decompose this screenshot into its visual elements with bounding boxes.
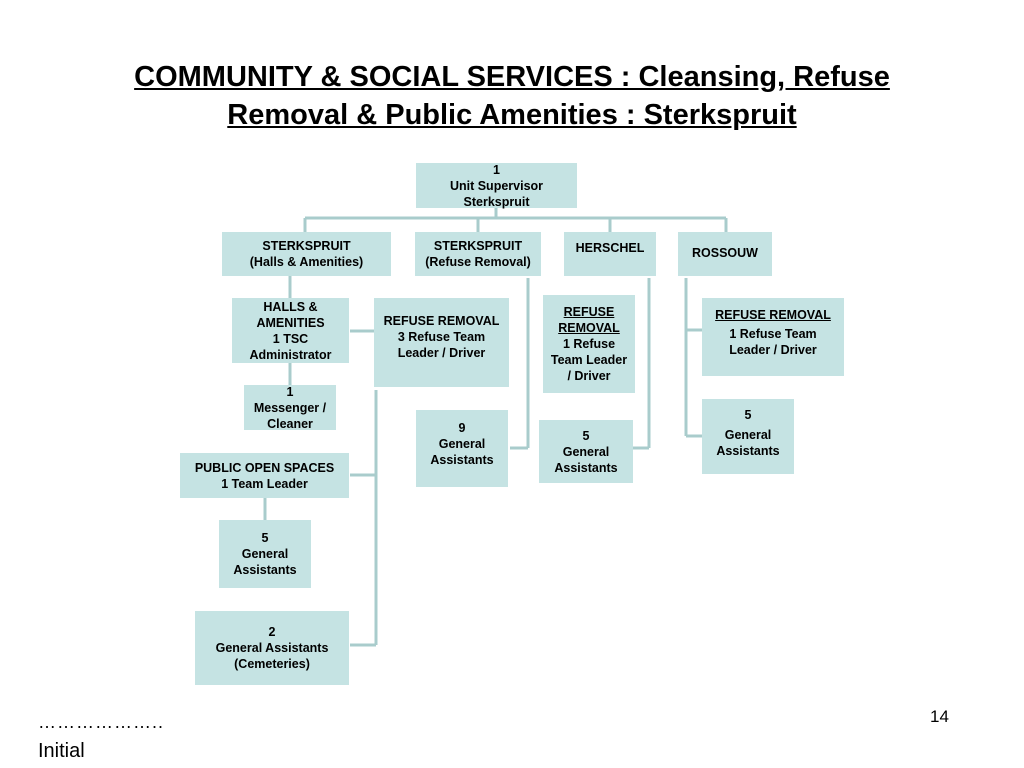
box-line: General xyxy=(562,444,610,459)
box-line: General xyxy=(241,547,289,561)
box-refuse-general-assistants xyxy=(416,410,508,487)
box-public-open-spaces xyxy=(180,453,349,498)
box-line: / Driver xyxy=(567,369,611,383)
box-line: Messenger / xyxy=(253,400,327,415)
box-line: Team Leader xyxy=(550,353,628,367)
box-line: STERKSPRUIT xyxy=(262,239,351,253)
box-line: 1 TSC xyxy=(272,331,309,346)
box-messenger xyxy=(244,385,336,430)
box-line: 5 xyxy=(744,407,752,422)
box-line: REFUSE REMOVAL xyxy=(715,307,831,322)
box-herschel-refuse xyxy=(543,295,635,393)
title-line-1: COMMUNITY & SOCIAL SERVICES : Cleansing, Refuse xyxy=(134,61,890,93)
box-line: (Halls & Amenities) xyxy=(249,255,364,269)
box-line: 1 xyxy=(493,162,500,177)
box-line: ROSSOUW xyxy=(692,246,758,260)
box-line: General xyxy=(438,436,486,451)
box-line: General Assistants xyxy=(215,641,329,655)
box-dept-rossouw xyxy=(678,232,772,276)
box-line: 1 Refuse xyxy=(562,337,616,351)
box-line: HERSCHEL xyxy=(575,241,645,255)
box-herschel-general-assistants xyxy=(539,420,633,483)
box-line: REFUSE xyxy=(563,305,615,319)
box-line: REMOVAL xyxy=(558,321,620,335)
box-halls-tsc xyxy=(232,298,349,363)
box-dept-halls xyxy=(222,232,391,276)
box-line: STERKSPRUIT xyxy=(433,239,523,253)
box-rossouw-general-assistants xyxy=(702,399,794,474)
box-line: Leader / Driver xyxy=(397,345,486,360)
box-line: 1 Refuse Team xyxy=(729,326,817,341)
box-line: Assistants xyxy=(554,460,618,475)
box-line: Assistants xyxy=(716,443,780,458)
box-line: 3 Refuse Team xyxy=(397,329,486,344)
box-line: (Refuse Removal) xyxy=(425,255,531,269)
box-unit-supervisor xyxy=(416,163,577,208)
box-line: 1 Team Leader xyxy=(221,477,308,491)
box-line: AMENITIES xyxy=(256,315,325,330)
box-line: Assistants xyxy=(233,563,297,577)
box-line: Leader / Driver xyxy=(729,342,817,357)
box-line: HALLS & xyxy=(263,299,318,314)
box-line: PUBLIC OPEN SPACES xyxy=(194,461,335,475)
box-line: 9 xyxy=(458,420,466,435)
box-line: Sterkspruit xyxy=(463,194,530,209)
box-dept-refuse xyxy=(415,232,541,276)
box-refuse-team-leaders xyxy=(374,298,509,387)
box-line: 5 xyxy=(582,428,590,443)
box-line: Cleaner xyxy=(267,416,313,431)
box-line: (Cemeteries) xyxy=(234,657,310,671)
box-line: 2 xyxy=(268,625,276,639)
box-rossouw-refuse xyxy=(702,298,844,376)
box-line: General xyxy=(724,427,772,442)
box-dept-herschel xyxy=(564,232,656,276)
box-line: Administrator xyxy=(249,347,332,362)
box-line: 1 xyxy=(286,384,294,399)
initial-label: Initial xyxy=(38,740,85,762)
signature-dots: ……………….. xyxy=(38,712,165,732)
box-line: Unit Supervisor xyxy=(449,178,544,193)
box-pos-general-assistants xyxy=(219,520,311,588)
page-number: 14 xyxy=(930,707,949,726)
title-line-2: Removal & Public Amenities : Sterkspruit xyxy=(227,99,797,131)
box-line: Assistants xyxy=(430,452,494,467)
box-line: 5 xyxy=(261,531,269,545)
box-line: REFUSE REMOVAL xyxy=(383,313,500,328)
box-cemeteries xyxy=(195,611,349,685)
